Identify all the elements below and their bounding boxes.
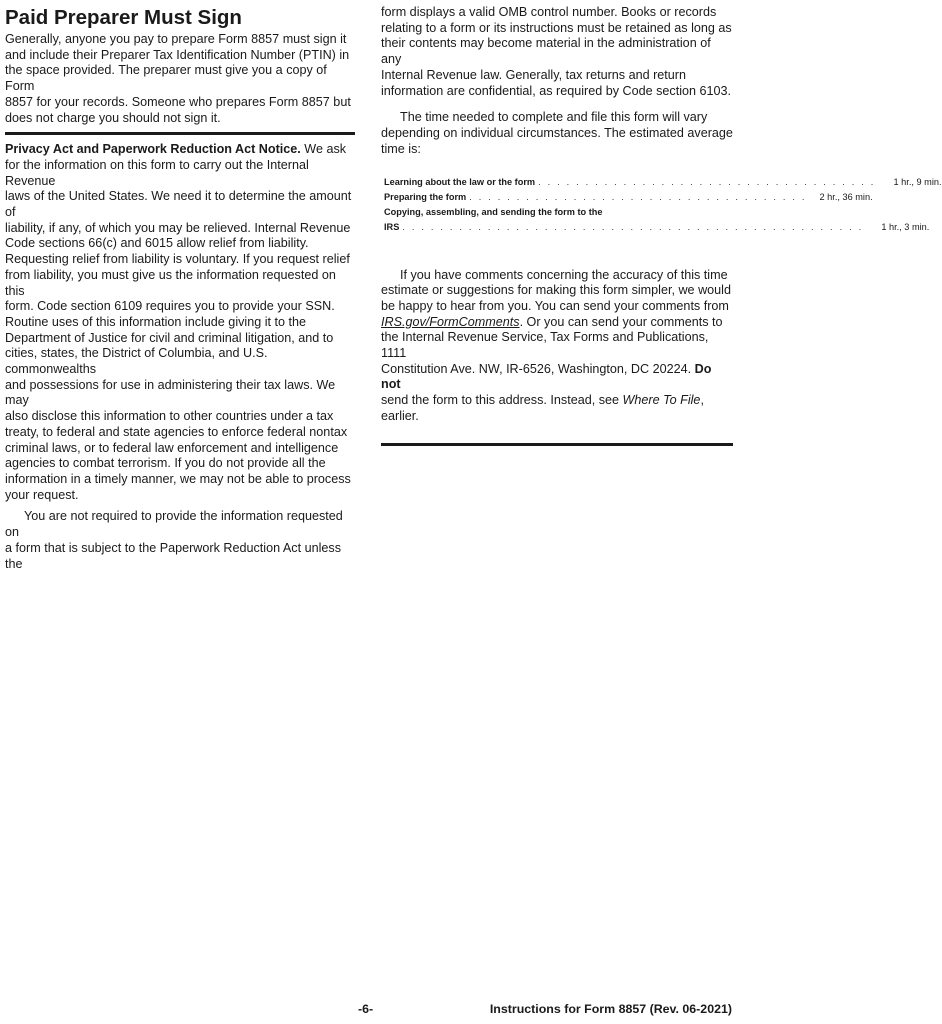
intro-line: 8857 for your records. Someone who prepares Form 8857 but: [5, 94, 351, 109]
time-line: time is:: [381, 141, 421, 156]
section-end-rule: [381, 443, 733, 446]
omb-continued-paragraph: [381, 5, 733, 99]
comments-line: the Internal Revenue Service, Tax Forms and Publications, 1111: [381, 330, 709, 361]
time-row-label: Copying, assembling, and sending the form to the: [384, 206, 603, 217]
time-row-label: IRS: [384, 221, 400, 232]
continued-line: form displays a valid OMB control number. Books or records: [381, 5, 717, 19]
privacy-line: for the information on this form to carry out the Internal Revenue: [5, 157, 309, 188]
privacy-line: also disclose this information to other countries under a tax: [5, 409, 334, 424]
privacy-line: treaty, to federal and state agencies to enforce federal nontax: [5, 424, 348, 439]
do-not-emphasis: Do not: [381, 361, 712, 392]
continued-line: Internal Revenue law. Generally, tax returns and return: [381, 67, 686, 82]
time-row-label: Preparing the form: [384, 192, 467, 203]
continued-line: their contents may become material in the administration of any: [381, 36, 711, 67]
intro-line: the space provided. The preparer must give you a copy of Form: [5, 63, 327, 94]
privacy-line: Code sections 66(c) and 6015 allow relief from liability.: [5, 236, 309, 251]
privacy-line: laws of the United States. We need it to determine the amount of: [5, 189, 352, 220]
time-row-value: 2 hr., 36 min.: [819, 192, 873, 203]
privacy-line: Department of Justice for civil and criminal litigation, and to: [5, 330, 334, 345]
comments-line: If you have comments concerning the accuracy of this time: [400, 267, 728, 282]
comments-line: ,: [700, 393, 704, 408]
paid-preparer-heading: Paid Preparer Must Sign: [5, 6, 242, 29]
time-needed-paragraph: [381, 110, 733, 157]
privacy-line: information in a timely manner, we may not be able to process: [5, 471, 351, 486]
privacy-line: cities, states, the District of Columbia, and U.S. commonwealths: [5, 346, 268, 377]
not-required-line: You are not required to provide the information requested on: [5, 509, 343, 540]
intro-line: does not charge you should not sign it.: [5, 110, 221, 125]
privacy-line: form. Code section 6109 requires you to provide your SSN.: [5, 299, 335, 314]
where-to-file-reference: Where To File: [622, 393, 701, 408]
time-row-value: 1 hr., 9 min.: [893, 177, 942, 188]
time-row-preparing: [384, 191, 873, 205]
privacy-line: and possessions for use in administering their tax laws. We may: [5, 377, 336, 408]
not-required-line: a form that is subject to the Paperwork Reduction Act unless the: [5, 540, 342, 571]
privacy-line: We ask: [300, 142, 347, 157]
time-row-label: Learning about the law or the form: [384, 177, 536, 188]
comments-line: earlier.: [381, 408, 419, 423]
privacy-line: liability, if any, of which you may be relieved. Internal Revenue: [5, 220, 351, 235]
paid-preparer-paragraph: [5, 32, 355, 126]
privacy-heading: Privacy Act and Paperwork Reduction Act Notice.: [5, 142, 301, 157]
comments-line: estimate or suggestions for making this form simpler, we would: [381, 283, 731, 298]
intro-line: and include their Preparer Tax Identification Number (PTIN) in: [5, 47, 350, 62]
privacy-line: from liability, you must give us the information requested on this: [5, 267, 336, 298]
time-estimate-table: [384, 176, 942, 234]
intro-line: Generally, anyone you pay to prepare Form 8857 must sign it: [5, 32, 347, 46]
dot-leader: . . . . . . . . . . . . . . . . . . . . . . . . . . . . . . . . . . . .: [538, 177, 876, 188]
continued-line: relating to a form or its instructions must be retained as long as: [381, 20, 732, 35]
comments-line: send the form to this address. Instead, see: [381, 393, 623, 408]
form-title-footer: Instructions for Form 8857 (Rev. 06-2021): [489, 1002, 732, 1016]
privacy-line: agencies to combat terrorism. If you do not provide all the: [5, 456, 326, 471]
time-line: depending on individual circumstances. The estimated average: [381, 125, 733, 140]
time-line: The time needed to complete and file this form will vary: [400, 110, 708, 125]
comments-paragraph: [381, 268, 733, 425]
time-row-irs: [384, 221, 930, 235]
form-comments-link[interactable]: IRS.gov/FormComments: [381, 314, 520, 329]
comments-line: be happy to hear from you. You can send your comments from: [381, 298, 729, 313]
dot-leader: . . . . . . . . . . . . . . . . . . . . . . . . . . . . . . . . . . . . . . . . . . . . . . . . .: [402, 221, 864, 232]
dot-leader: . . . . . . . . . . . . . . . . . . . . . . . . . . . . . . . . . . . .: [469, 192, 807, 203]
time-row-copying: [384, 206, 729, 220]
page-number: -6-: [358, 1002, 374, 1016]
comments-line: . Or you can send your comments to: [519, 314, 723, 329]
comments-line: Constitution Ave. NW, IR-6526, Washington, DC 20224.: [381, 361, 695, 376]
right-column: [381, 5, 942, 446]
time-row-learning: [384, 176, 942, 190]
continued-line: information are confidential, as required by Code section 6103.: [381, 83, 732, 98]
privacy-line: criminal laws, or to federal law enforcement and intelligence: [5, 440, 339, 455]
section-divider: [5, 132, 355, 135]
left-column: [5, 6, 355, 572]
privacy-paragraph: [5, 142, 355, 503]
not-required-paragraph: [5, 509, 355, 572]
privacy-line: your request.: [5, 487, 79, 502]
privacy-line: Requesting relief from liability is voluntary. If you request relief: [5, 252, 350, 267]
privacy-line: Routine uses of this information include giving it to the: [5, 314, 307, 329]
time-row-value: 1 hr., 3 min.: [881, 221, 930, 232]
